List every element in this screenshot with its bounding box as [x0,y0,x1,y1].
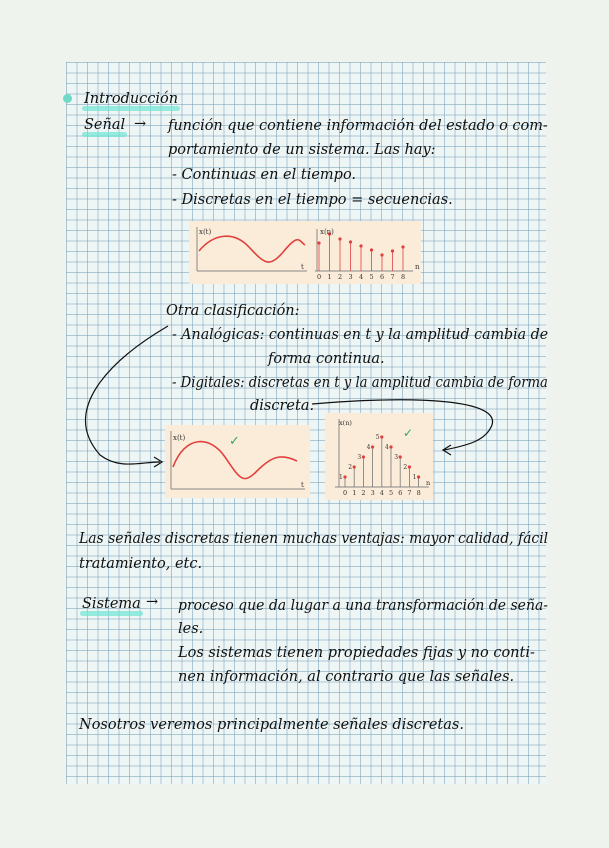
stem-point [389,445,392,448]
page-title: Introducción [84,91,179,107]
disc-axis-label: x(n) [320,228,334,236]
stem-point [380,435,383,438]
value-label: 1 [339,474,343,481]
ventajas-line-1: Las señales discretas tienen muchas ventajas: mayor calidad, fácil [79,531,549,547]
value-label: 4 [366,444,371,451]
cont-t-label: t [301,263,304,271]
cont-axis-label: x(t) [199,228,212,236]
arrow-icon: → [134,116,147,132]
stem-point [343,475,346,478]
tick-label: 7 [390,273,395,281]
tick-label: 6 [380,273,385,281]
analog-axis-label: x(t) [173,434,186,442]
tick-label: 8 [401,273,406,281]
tick-label: 7 [407,489,412,497]
value-label: 5 [375,434,380,441]
tick-label: 3 [370,489,375,497]
tick-label: 2 [361,489,366,497]
digital-panel [325,413,433,500]
value-label: 3 [394,454,399,461]
digitales-line-1: - Digitales: discretas en t y la amplitud cambia de forma [172,375,548,391]
digital-figure [325,413,433,500]
analogicas-line-1: - Analógicas: continuas en t y la amplitud cambia de [172,327,549,343]
tick-label: 5 [369,273,374,281]
sistema-term: Sistema [82,596,141,612]
stem-point [371,445,374,448]
check-icon: ✓ [229,434,240,449]
sistema-definition-3: Los sistemas tienen propiedades fijas y no conti- [178,645,535,661]
analog-t-label: t [301,481,304,489]
tick-label: 1 [352,489,357,497]
tick-label: 4 [379,489,384,497]
tick-label: 1 [327,273,332,281]
sistema-definition-1: proceso que da lugar a una transformación de seña- [178,598,549,614]
value-label: 1 [412,474,417,481]
senal-definition-2: portamiento de un sistema. Las hay: [168,142,436,158]
stem-point [353,465,356,468]
tick-label: 5 [389,489,394,497]
sistema-definition-4: nen información, al contrario que las señales. [178,669,515,685]
analog-panel [165,425,310,498]
tick-label: 4 [359,273,364,281]
tick-label: 0 [343,489,348,497]
senal-term: Señal [84,117,126,133]
stem-point [417,475,420,478]
tick-label: 0 [317,273,322,281]
check-icon: ✓ [403,426,414,440]
stem-point [362,455,365,458]
ventajas-line-2: tratamiento, etc. [79,556,203,572]
tick-label: 3 [348,273,353,281]
digital-n-label: n [426,479,431,487]
disc-n-label: n [415,263,420,271]
tick-label: 2 [338,273,343,281]
tick-label: 6 [398,489,403,497]
stem-point [408,465,411,468]
value-label: 3 [357,454,362,461]
arrow-icon: → [146,594,159,610]
otra-clasificacion: Otra clasificación: [166,303,300,319]
bullet-discretas: - Discretas en el tiempo = secuencias. [172,192,453,208]
analogicas-line-2: forma continua. [268,351,385,367]
value-label: 2 [403,464,408,471]
stem-point [399,455,402,458]
senal-definition-1: función que contiene información del estado o com- [168,118,548,134]
digital-stem-plot [339,434,421,497]
digital-axis-label: x(n) [339,419,352,427]
analog-figure [165,425,310,498]
value-label: 4 [385,444,389,451]
sistema-definition-2: les. [178,621,204,637]
tick-label: 8 [416,489,421,497]
conclusion-line: Nosotros veremos principalmente señales discretas. [79,717,464,733]
bullet-continuas: - Continuas en el tiempo. [172,167,357,183]
digitales-line-2: discreta. [250,398,315,414]
value-label: 2 [348,464,353,471]
